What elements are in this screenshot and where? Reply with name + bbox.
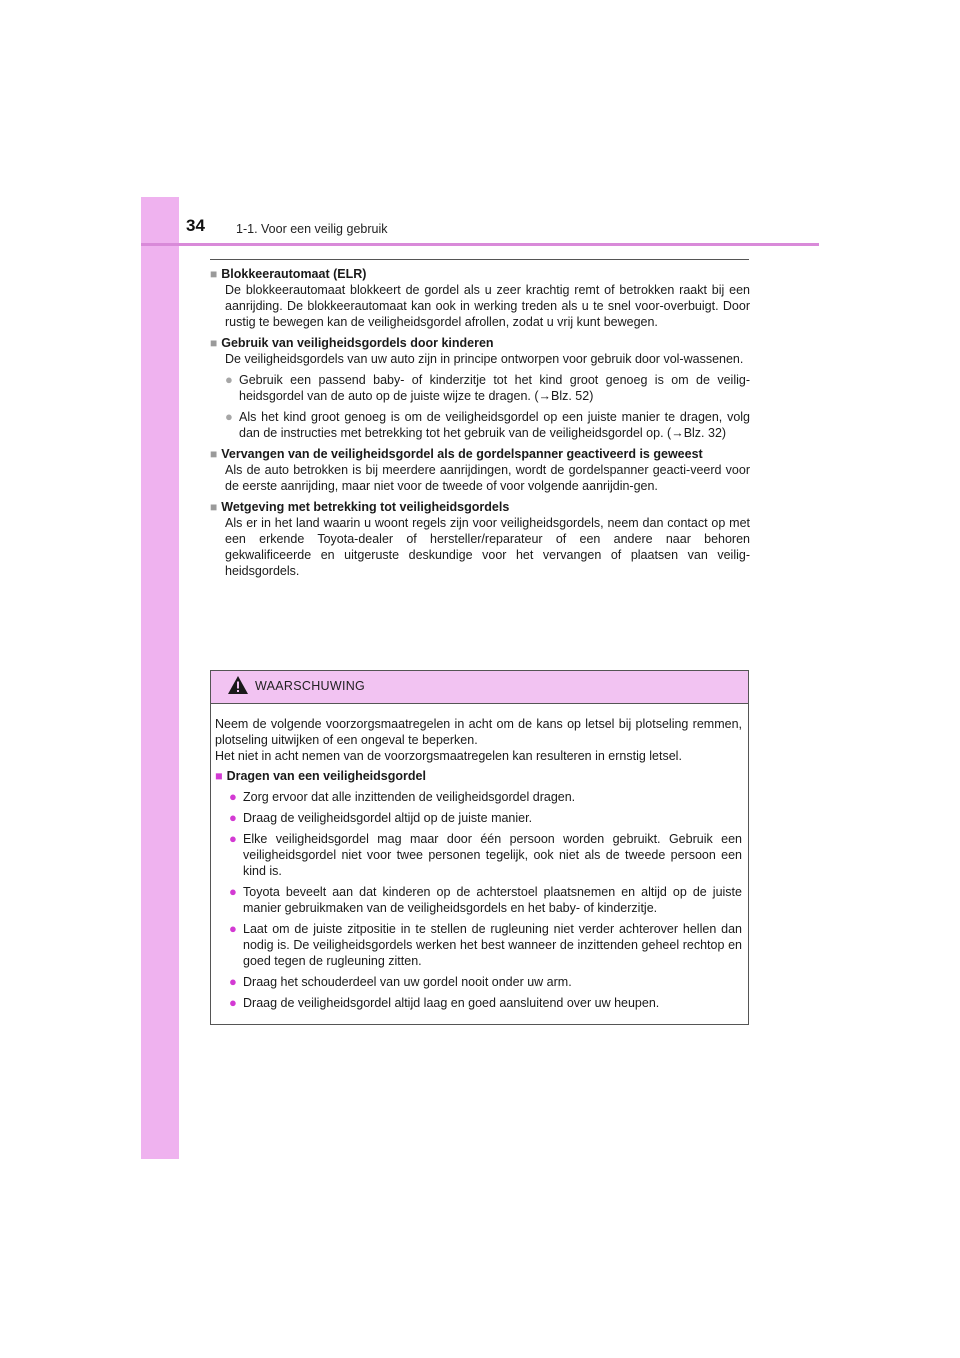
warning-section-heading-text: Dragen van een veiligheidsgordel <box>226 769 426 783</box>
circle-bullet-icon: ● <box>229 831 237 846</box>
list-item-text: Zorg ervoor dat alle inzittenden de veiligheidsgordel dragen. <box>243 790 576 804</box>
section-heading <box>210 499 750 515</box>
square-bullet-icon: ■ <box>210 500 218 514</box>
list-item <box>215 921 742 969</box>
circle-bullet-icon: ● <box>225 409 233 424</box>
list-item-text: Toyota beveelt aan dat kinderen op de achterstoel plaatsnemen en altijd op de juiste manier gebruikmaken van de veiligheidsgordels en het baby- of kinderzitje. <box>243 885 742 915</box>
square-bullet-icon: ■ <box>210 336 218 350</box>
content-rule <box>210 259 749 260</box>
warning-label: WAARSCHUWING <box>255 679 366 693</box>
list-item <box>215 884 742 916</box>
section-body: De veiligheidsgordels van uw auto zijn in principe ontworpen voor gebruik door vol-wassenen. <box>225 352 744 366</box>
warning-header <box>211 671 748 704</box>
content <box>210 266 750 584</box>
section-body: De blokkeerautomaat blokkeert de gordel als u zeer krachtig remt of betrokken raakt bij een aanrijding. De blokkeerautomaat kan ook in werking treden als u te snel voor-overbuigt. Door rustig te bewegen kan de veiligheidsgordel afrollen, zodat u vrij kunt bewegen. <box>225 283 750 329</box>
list-item <box>215 810 742 826</box>
circle-bullet-icon: ● <box>229 995 237 1010</box>
list-item <box>215 831 742 879</box>
warning-intro <box>215 716 742 764</box>
section-elr <box>210 266 750 330</box>
square-bullet-icon: ■ <box>210 447 218 461</box>
warning-intro-text: Het niet in acht nemen van de voorzorgsmaatregelen kan resulteren in ernstig letsel. <box>215 749 682 763</box>
section-legislation <box>210 499 750 579</box>
list-item <box>215 974 742 990</box>
square-bullet-icon: ■ <box>210 267 218 281</box>
warning-triangle-icon <box>227 675 249 700</box>
section-heading-text: Vervangen van de veiligheidsgordel als de gordelspanner geactiveerd is geweest <box>221 447 703 461</box>
warning-section-heading <box>215 768 742 784</box>
warning-intro-text: Neem de volgende voorzorgsmaatregelen in acht om de kans op letsel bij plotseling remmen, plotseling uitwijken of een ongeval te beperken. <box>215 717 742 747</box>
chapter-sidebar <box>141 197 179 1159</box>
page-number: 34 <box>186 216 205 235</box>
section-children <box>210 335 750 441</box>
list-item-text: Draag de veiligheidsgordel altijd op de juiste manier. <box>243 811 533 825</box>
list-item-text: Laat om de juiste zitpositie in te stellen de rugleuning niet verder achterover hellen dan nodig is. De veiligheidsgordels werken het best wanneer de inzittenden geheel rechtop en goed tegen de rugleuning zitten. <box>243 922 742 968</box>
section-body: Als er in het land waarin u woont regels zijn voor veiligheidsgordels, neem dan contact op met een erkende Toyota-dealer of hersteller/reparateur of een andere naar behoren gekwalificeerde en uitgeruste deskundige voor het vervangen of plaatsen van veilig-heidsgordels. <box>225 516 750 578</box>
section-heading <box>210 266 750 282</box>
circle-bullet-icon: ● <box>229 789 237 804</box>
list-item-text: Gebruik een passend baby- of kinderzitje tot het kind groot genoeg is om de veilig-heidsgordel van de auto op de juiste wijze te dragen. (→Blz. 52) <box>239 373 750 403</box>
section-title: 1-1. Voor een veilig gebruik <box>236 222 388 236</box>
circle-bullet-icon: ● <box>229 921 237 936</box>
header-rule <box>141 243 819 246</box>
list-item-text: Draag het schouderdeel van uw gordel nooit onder uw arm. <box>243 975 572 989</box>
circle-bullet-icon: ● <box>229 810 237 825</box>
section-pretensioner <box>210 446 750 494</box>
list-item-text: Elke veiligheidsgordel mag maar door één persoon worden gebruikt. Gebruik een veiligheidsgordel niet voor twee personen tegelijk, ook niet als de tweede persoon een kind is. <box>243 832 742 878</box>
section-heading-text: Wetgeving met betrekking tot veiligheidsgordels <box>221 500 510 514</box>
warning-box <box>210 670 749 1025</box>
section-body: Als de auto betrokken is bij meerdere aanrijdingen, wordt de gordelspanner geacti-veerd voor de eerste aanrijding, maar niet voor de tweede of voor volgende aanrijdin-gen. <box>225 463 750 493</box>
warning-body <box>211 704 748 1011</box>
list-item <box>215 995 742 1011</box>
circle-bullet-icon: ● <box>229 884 237 899</box>
section-heading-text: Blokkeerautomaat (ELR) <box>221 267 367 281</box>
section-heading-text: Gebruik van veiligheidsgordels door kinderen <box>221 336 494 350</box>
section-heading <box>210 335 750 351</box>
circle-bullet-icon: ● <box>225 372 233 387</box>
section-heading <box>210 446 750 462</box>
list-item <box>210 409 750 441</box>
square-bullet-icon: ■ <box>215 769 223 783</box>
list-item-text: Als het kind groot genoeg is om de veiligheidsgordel op een juiste manier te dragen, volg dan de instructies met betrekking tot het gebruik van de veiligheidsgordel op. (→Blz. 32) <box>239 410 750 440</box>
list-item-text: Draag de veiligheidsgordel altijd laag en goed aansluitend over uw heupen. <box>243 996 660 1010</box>
circle-bullet-icon: ● <box>229 974 237 989</box>
list-item <box>210 372 750 404</box>
list-item <box>215 789 742 805</box>
